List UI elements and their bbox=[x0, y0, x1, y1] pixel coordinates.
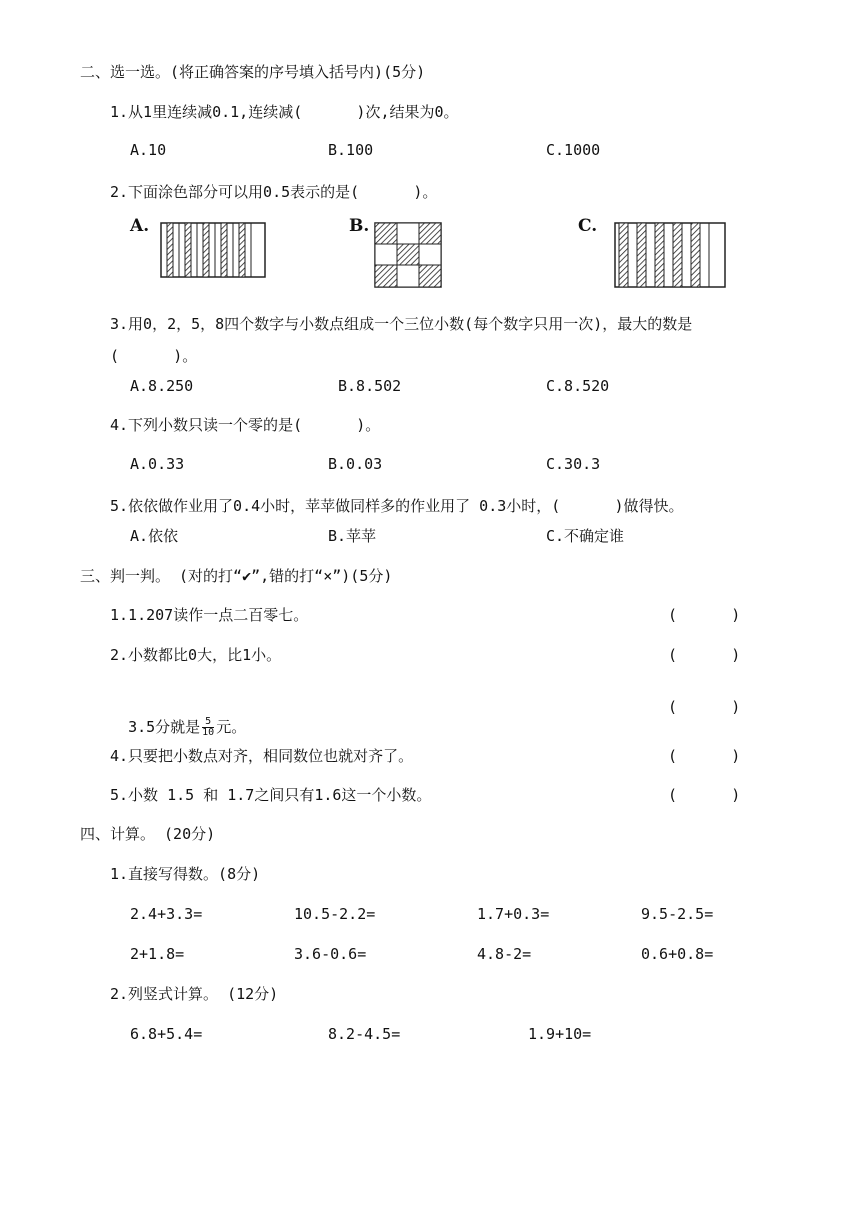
q5-stem: 5.依依做作业用了0.4小时，苹苹做同样多的作业用了 0.3小时，( )做得快。 bbox=[110, 497, 684, 515]
calc-7: 4.8-2= bbox=[477, 945, 532, 963]
calc-1: 2.4+3.3= bbox=[130, 905, 203, 923]
q1-option-b: B.100 bbox=[328, 141, 374, 159]
q2-label-b: B. bbox=[349, 216, 370, 236]
q5-option-b: B.苹苹 bbox=[328, 527, 377, 545]
q1-option-a: A.10 bbox=[130, 141, 167, 159]
judge-item-2: 2.小数都比0大，比1小。 bbox=[110, 646, 282, 664]
q3-option-b: B.8.502 bbox=[338, 377, 402, 395]
q3-option-a: A.8.250 bbox=[130, 377, 194, 395]
q4-stem: 4.下列小数只读一个零的是( )。 bbox=[110, 416, 381, 434]
q2-label-c: C. bbox=[578, 216, 598, 236]
q1-option-c: C.1000 bbox=[546, 141, 601, 159]
striped-rect-c bbox=[614, 222, 726, 288]
judge-paren-1: ( ) bbox=[668, 606, 741, 624]
judge-paren-2: ( ) bbox=[668, 646, 741, 664]
checker-grid-b bbox=[374, 222, 442, 288]
calc-4: 9.5-2.5= bbox=[641, 905, 714, 923]
q4-option-a: A.0.33 bbox=[130, 455, 185, 473]
q4-option-c: C.30.3 bbox=[546, 455, 601, 473]
q4-option-b: B.0.03 bbox=[328, 455, 383, 473]
calc-8: 0.6+0.8= bbox=[641, 945, 714, 963]
judge-paren-3: ( ) bbox=[668, 698, 741, 716]
fraction-numerator: 5 bbox=[202, 717, 214, 728]
q3-option-c: C.8.520 bbox=[546, 377, 610, 395]
calc-6: 3.6-0.6= bbox=[294, 945, 367, 963]
vertical-calc-3: 1.9+10= bbox=[528, 1025, 592, 1043]
judge-item-5: 5.小数 1.5 和 1.7之间只有1.6这一个小数。 bbox=[110, 786, 432, 804]
judge-item-4: 4.只要把小数点对齐，相同数位也就对齐了。 bbox=[110, 747, 414, 765]
judge-paren-5: ( ) bbox=[668, 786, 741, 804]
judge-item-3-text: 3.5分就是 bbox=[128, 718, 201, 736]
judge-item-1: 1.1.207读作一点二百零七。 bbox=[110, 606, 309, 624]
q1-stem: 1.从1里连续减0.1,连续减( )次,结果为0。 bbox=[110, 103, 459, 121]
section3-heading: 三、判一判。 (对的打“✔”,错的打“×”)(5分) bbox=[80, 567, 393, 585]
judge-item-3 bbox=[110, 697, 246, 738]
judge-paren-4: ( ) bbox=[668, 747, 741, 765]
q2-label-a: A. bbox=[130, 216, 150, 236]
section2-heading: 二、选一选。(将正确答案的序号填入括号内)(5分) bbox=[80, 63, 426, 81]
q5-option-c: C.不确定谁 bbox=[546, 527, 625, 545]
calc-3: 1.7+0.3= bbox=[477, 905, 550, 923]
calc-sub1: 1.直接写得数。(8分) bbox=[110, 865, 261, 883]
calc-2: 10.5-2.2= bbox=[294, 905, 376, 923]
judge-item-3-tail: 元。 bbox=[216, 718, 247, 736]
section4-heading: 四、计算。 (20分) bbox=[80, 825, 216, 843]
fraction bbox=[202, 717, 214, 738]
vertical-calc-2: 8.2-4.5= bbox=[328, 1025, 401, 1043]
striped-rect-a bbox=[160, 222, 266, 278]
q3-stem: 3.用0，2，5，8四个数字与小数点组成一个三位小数(每个数字只用一次)，最大的数是 bbox=[110, 315, 693, 333]
q2-stem: 2.下面涂色部分可以用0.5表示的是( )。 bbox=[110, 183, 438, 201]
vertical-calc-1: 6.8+5.4= bbox=[130, 1025, 203, 1043]
fraction-denominator: 10 bbox=[202, 727, 215, 738]
q5-option-a: A.依依 bbox=[130, 527, 179, 545]
calc-sub2: 2.列竖式计算。 (12分) bbox=[110, 985, 279, 1003]
q3-stem-cont: ( )。 bbox=[110, 347, 198, 365]
calc-5: 2+1.8= bbox=[130, 945, 185, 963]
